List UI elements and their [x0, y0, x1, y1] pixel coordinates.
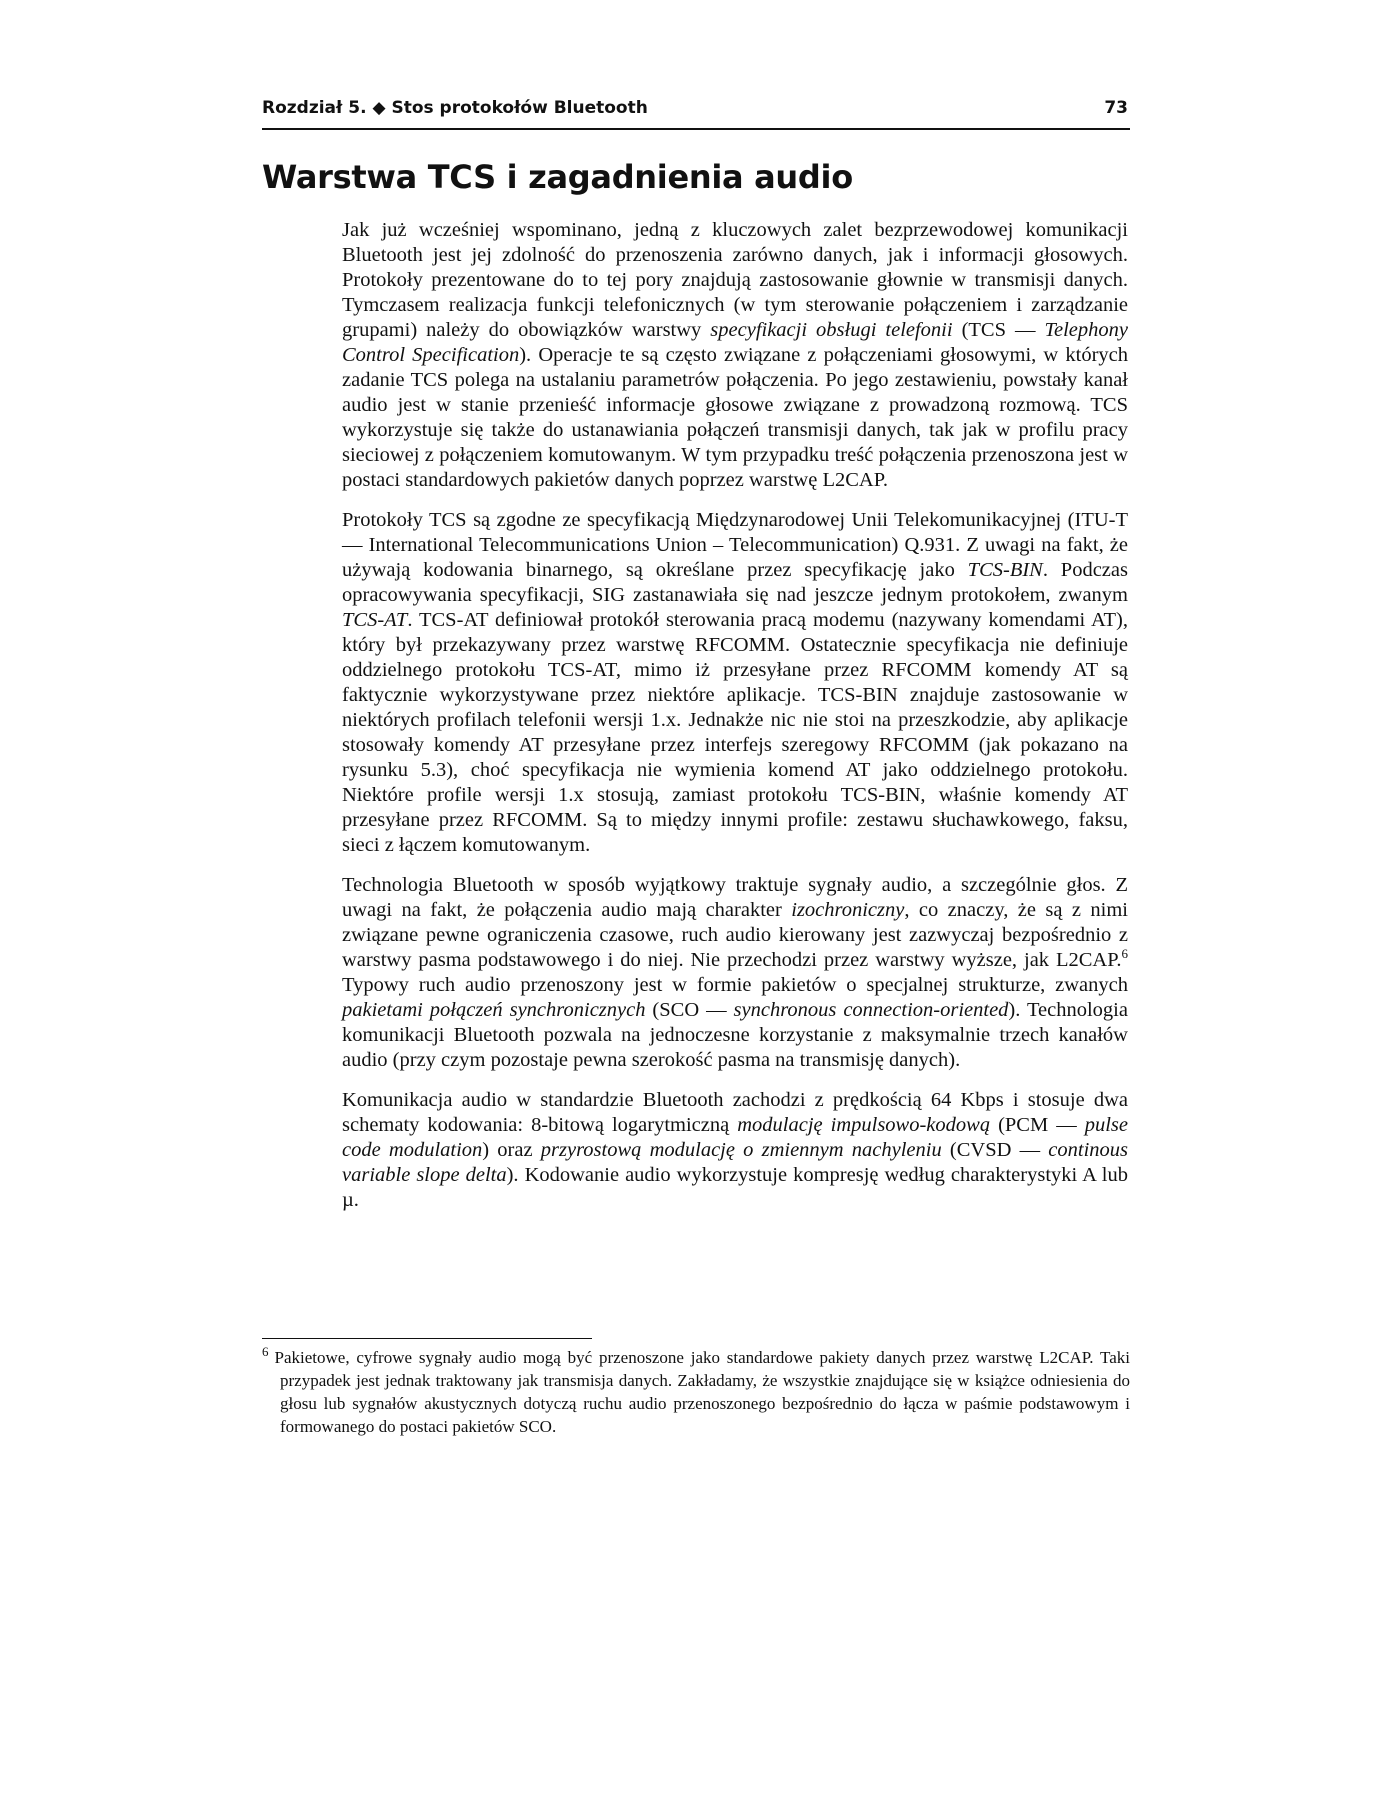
running-head [262, 98, 1130, 130]
paragraph-2 [342, 508, 1128, 858]
italic-term: modulację impulsowo-kodową [737, 1114, 991, 1136]
text-span: (PCM — [990, 1114, 1085, 1136]
italic-term: Telephony Control Specification [342, 319, 1128, 366]
italic-term: pulse code modulation [342, 1114, 1129, 1161]
italic-term: TCS-AT [342, 609, 408, 631]
text-span: Technologia Bluetooth w sposób wyjątkowy traktuje sygnały audio, a szczególnie głos. Z uwagi na fakt, że połączenia audio mają charakter [342, 874, 1128, 921]
page-number: 73 [1104, 98, 1128, 118]
footnote-paragraph [262, 1346, 1130, 1438]
text-span: (CVSD — [941, 1139, 1049, 1161]
text-span: Jak już wcześniej wspominano, jedną z kluczowych zalet bezprzewodowej komunikacji Bluetooth jest jej zdolność do przenoszenia zarówno danych, jak i informacji głosowych. Protokoły prezentowane do to tej pory znajdują zastosowanie głownie w transmisji danych. Tymczasem realizacja funkcji telefonicznych (w tym sterowanie połączeniem i zarządzanie grupami) należy do obowiązków warstwy [342, 219, 1128, 341]
text-span: ). Operacje te są często związane z połączeniami głosowymi, w których zadanie TCS polega na ustalaniu parametrów połączenia. Po jego zestawieniu, powstały kanał audio jest w stanie przenieść informacje głosowe związane z prowadzoną rozmową. TCS wykorzystuje się także do ustanawiania połączeń transmisji danych, tak jak w profilu pracy sieciowej z połączeniem komutowanym. W tym przypadku treść połączenia przenoszona jest w postaci standardowych pakietów danych poprzez warstwę L2CAP. [342, 344, 1129, 491]
paragraph-1 [342, 218, 1128, 493]
footnote-divider [262, 1338, 592, 1339]
text-span: (SCO — [645, 999, 734, 1021]
chapter-title: Rozdział 5. ◆ Stos protokołów Bluetooth [262, 98, 648, 118]
italic-term: izochroniczny [791, 899, 905, 921]
text-span: . Podczas opracowywania specyfikacji, SIG zastanawiała się nad jeszcze jednym protokołem, zwanym [342, 559, 1128, 606]
text-span: Komunikacja audio w standardzie Bluetooth zachodzi z prędkością 64 Kbps i stosuje dwa schematy kodowania: 8-bitową logarytmiczną [342, 1089, 1128, 1136]
italic-term: synchronous connection-oriented [733, 999, 1009, 1021]
paragraph-3 [342, 873, 1128, 1073]
footnote-text: Pakietowe, cyfrowe sygnały audio mogą być przenoszone jako standardowe pakiety danych przez warstwę L2CAP. Taki przypadek jest jednak traktowany jak transmisja danych. Zakładamy, że wszystkie znajdujące się w książce odniesienia do głosu lub sygnałów akustycznych dotyczą ruchu audio przenoszonego bezpośrednio do łącza w paśmie podstawowym i formowanego do postaci pakietów SCO. [274, 1348, 1130, 1436]
italic-term: TCS-BIN [967, 559, 1043, 581]
text-span: , co znaczy, że są z nimi związane pewne ograniczenia czasowe, ruch audio kierowany jest zazwyczaj bezpośrednio z warstwy pasma podstawowego i do niej. Nie przechodzi przez warstwy wyższe, jak L2CAP. [342, 899, 1129, 971]
text-span: . TCS-AT definiował protokół sterowania pracą modemu (nazywany komendami AT), który był przekazywany przez warstwę RFCOMM. Ostatecznie specyfikacja nie definiuje oddzielnego protokołu TCS-AT, mimo iż przesyłane przez RFCOMM komendy AT są faktycznie wykorzystywane przez niektóre aplikacje. TCS-BIN znajduje zastosowanie w niektórych profilach telefonii wersji 1.x. Jednakże nic nie stoi na przeszkodzie, aby aplikacje stosowały komendy AT przesyłane przez interfejs szeregowy RFCOMM (jak pokazano na rysunku 5.3), choć specyfikacja nie wymienia komend AT jako oddzielnego protokołu. Niektóre profile wersji 1.x stosują, zamiast protokołu TCS-BIN, właśnie komendy AT przesyłane przez RFCOMM. Są to między innymi profile: zestawu słuchawkowego, faksu, sieci z łączem komutowanym. [342, 609, 1128, 856]
text-span: Protokoły TCS są zgodne ze specyfikacją Międzynarodowej Unii Telekomunikacyjnej (ITU-T — International Telecommunications Union – Telecommunication) Q.931. Z uwagi na fakt, że używają kodowania binarnego, są określane przez specyfikację jako [342, 509, 1128, 581]
text-span: (TCS — [952, 319, 1045, 341]
footnote [262, 1346, 1130, 1438]
footnote-reference[interactable]: 6 [1121, 946, 1128, 962]
text-span: ) oraz [482, 1139, 541, 1161]
text-span: ). Technologia komunikacji Bluetooth pozwala na jednoczesne korzystanie z maksymalnie trzech kanałów audio (przy czym pozostaje pewna szerokość pasma na transmisję danych). [342, 999, 1128, 1071]
body-text [342, 218, 1128, 1228]
paragraph-4 [342, 1088, 1128, 1213]
text-span: ). Kodowanie audio wykorzystuje kompresję według charakterystyki A lub µ. [342, 1164, 1128, 1211]
italic-term: przyrostową modulację o zmiennym nachyleniu [540, 1139, 942, 1161]
text-span: Typowy ruch audio przenoszony jest w formie pakietów o specjalnej strukturze, zwanych [342, 974, 1128, 996]
footnote-mark: 6 [262, 1344, 269, 1360]
italic-term: continous variable slope delta [342, 1139, 1128, 1186]
italic-term: pakietami połączeń synchronicznych [342, 999, 646, 1021]
italic-term: specyfikacji obsługi telefonii [710, 319, 953, 341]
section-title: Warstwa TCS i zagadnienia audio [262, 158, 853, 196]
